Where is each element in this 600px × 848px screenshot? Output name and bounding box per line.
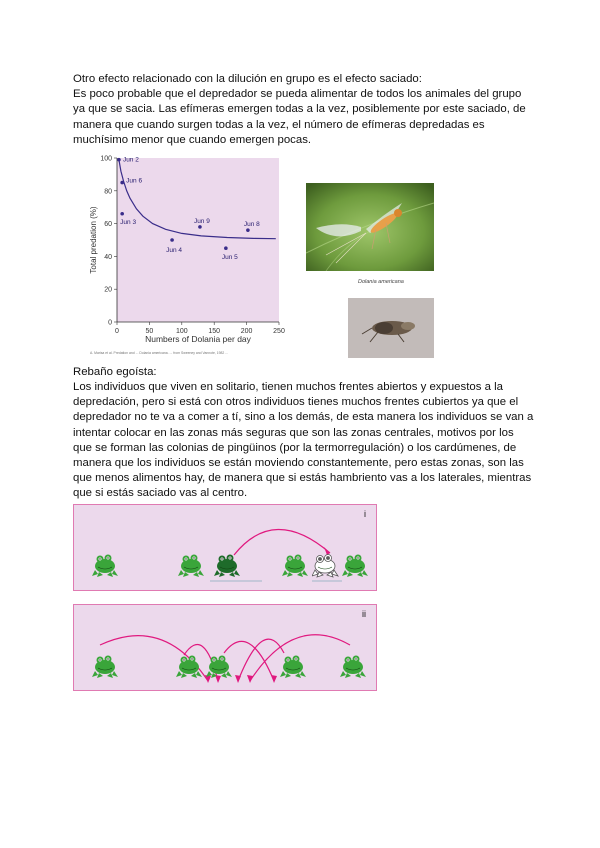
data-point: [120, 212, 124, 216]
section-body: Los individuos que viven en solitario, tienen muchos frentes abiertos y expuestos a la depredación, pero si está con otros individuos tienes muchos frentes cubiertos ya que el depredador no te va a comer a tí, sino a los demás, de esta manera los individuos se van a intentar colocar en las zonas más seguras que son las zonas centrales, motivos por los que se forman las colonias de pingüinos (por la termorregulación) o los cardúmenes, de manera que los individuos se están moviendo constantemente, pero estas zonas, son las que menos alimentos hay, de manera que si estás hambriento vas a los laterales, mientras que si estás saciado vas al centro.: [73, 381, 534, 500]
frog-icon: [206, 653, 234, 679]
frog-icon: [92, 552, 120, 578]
y-tick-label: 40: [104, 253, 112, 261]
data-point: [246, 228, 250, 232]
point-label: Jun 8: [243, 221, 260, 229]
photo-caption: Dolania americana: [358, 279, 404, 285]
data-point: [224, 246, 228, 250]
point-label: Jun 4: [166, 247, 182, 254]
point-label: Jun 5: [221, 254, 238, 262]
x-tick-label: 0: [115, 328, 119, 335]
frog-icon: [214, 552, 242, 578]
x-tick-label: 100: [175, 328, 188, 335]
x-axis-label: Numbers of Dolania per day: [145, 334, 251, 344]
frog-icon: [282, 552, 310, 578]
frog-outline-icon: [312, 552, 340, 578]
point-label: Jun 3: [120, 218, 137, 226]
frog-icon: [176, 653, 204, 679]
frog-icon: [92, 653, 120, 679]
point-label: Jun 6: [126, 177, 143, 185]
mayfly-photo: [306, 183, 434, 271]
intro-title: Otro efecto relacionado con la dilución en grupo es el efecto saciado:: [73, 73, 422, 85]
x-tick-label: 150: [208, 328, 221, 335]
panel-i-label: i: [364, 509, 366, 519]
data-point: [170, 238, 174, 242]
y-tick-label: 80: [104, 188, 112, 196]
data-point: [198, 225, 202, 229]
frog-icon: [178, 552, 206, 578]
y-tick-label: 100: [100, 155, 112, 163]
y-axis-label: Total predation (%): [89, 206, 98, 274]
section-heading: Rebaño egoísta:: [73, 366, 157, 378]
x-tick-label: 250: [273, 328, 285, 335]
point-label: Jun 9: [193, 217, 210, 225]
x-tick-label: 50: [145, 328, 154, 335]
x-tick-label: 200: [240, 328, 253, 335]
y-tick-label: 20: [104, 286, 112, 294]
y-tick-label: 0: [108, 319, 112, 327]
panel-ii-label: ii: [362, 609, 366, 619]
intro-paragraph: [73, 72, 535, 148]
frog-icon: [340, 653, 368, 679]
nymph-photo: [348, 298, 434, 358]
y-tick-label: 60: [104, 221, 112, 229]
data-point: [117, 158, 121, 162]
frog-icon: [280, 653, 308, 679]
data-point: [120, 181, 124, 185]
intro-body: Es poco probable que el depredador se pueda alimentar de todos los animales del grupo ya que se sacia. Las efímeras emergen todas a la vez, posiblemente por este saciado, de manera que cuando surgen todas a la vez, el número de efímeras depredadas es muchísimo menor que cuando emergen pocas.: [73, 88, 526, 146]
predation-chart: [86, 150, 296, 360]
frog-icon: [342, 552, 370, 578]
chart-credit: A. Marisa et al. Predation and ... Dolania americana. ... from Sweeney and Vannote, 1982 ...: [90, 351, 229, 355]
point-label: Jun 2: [122, 156, 139, 164]
